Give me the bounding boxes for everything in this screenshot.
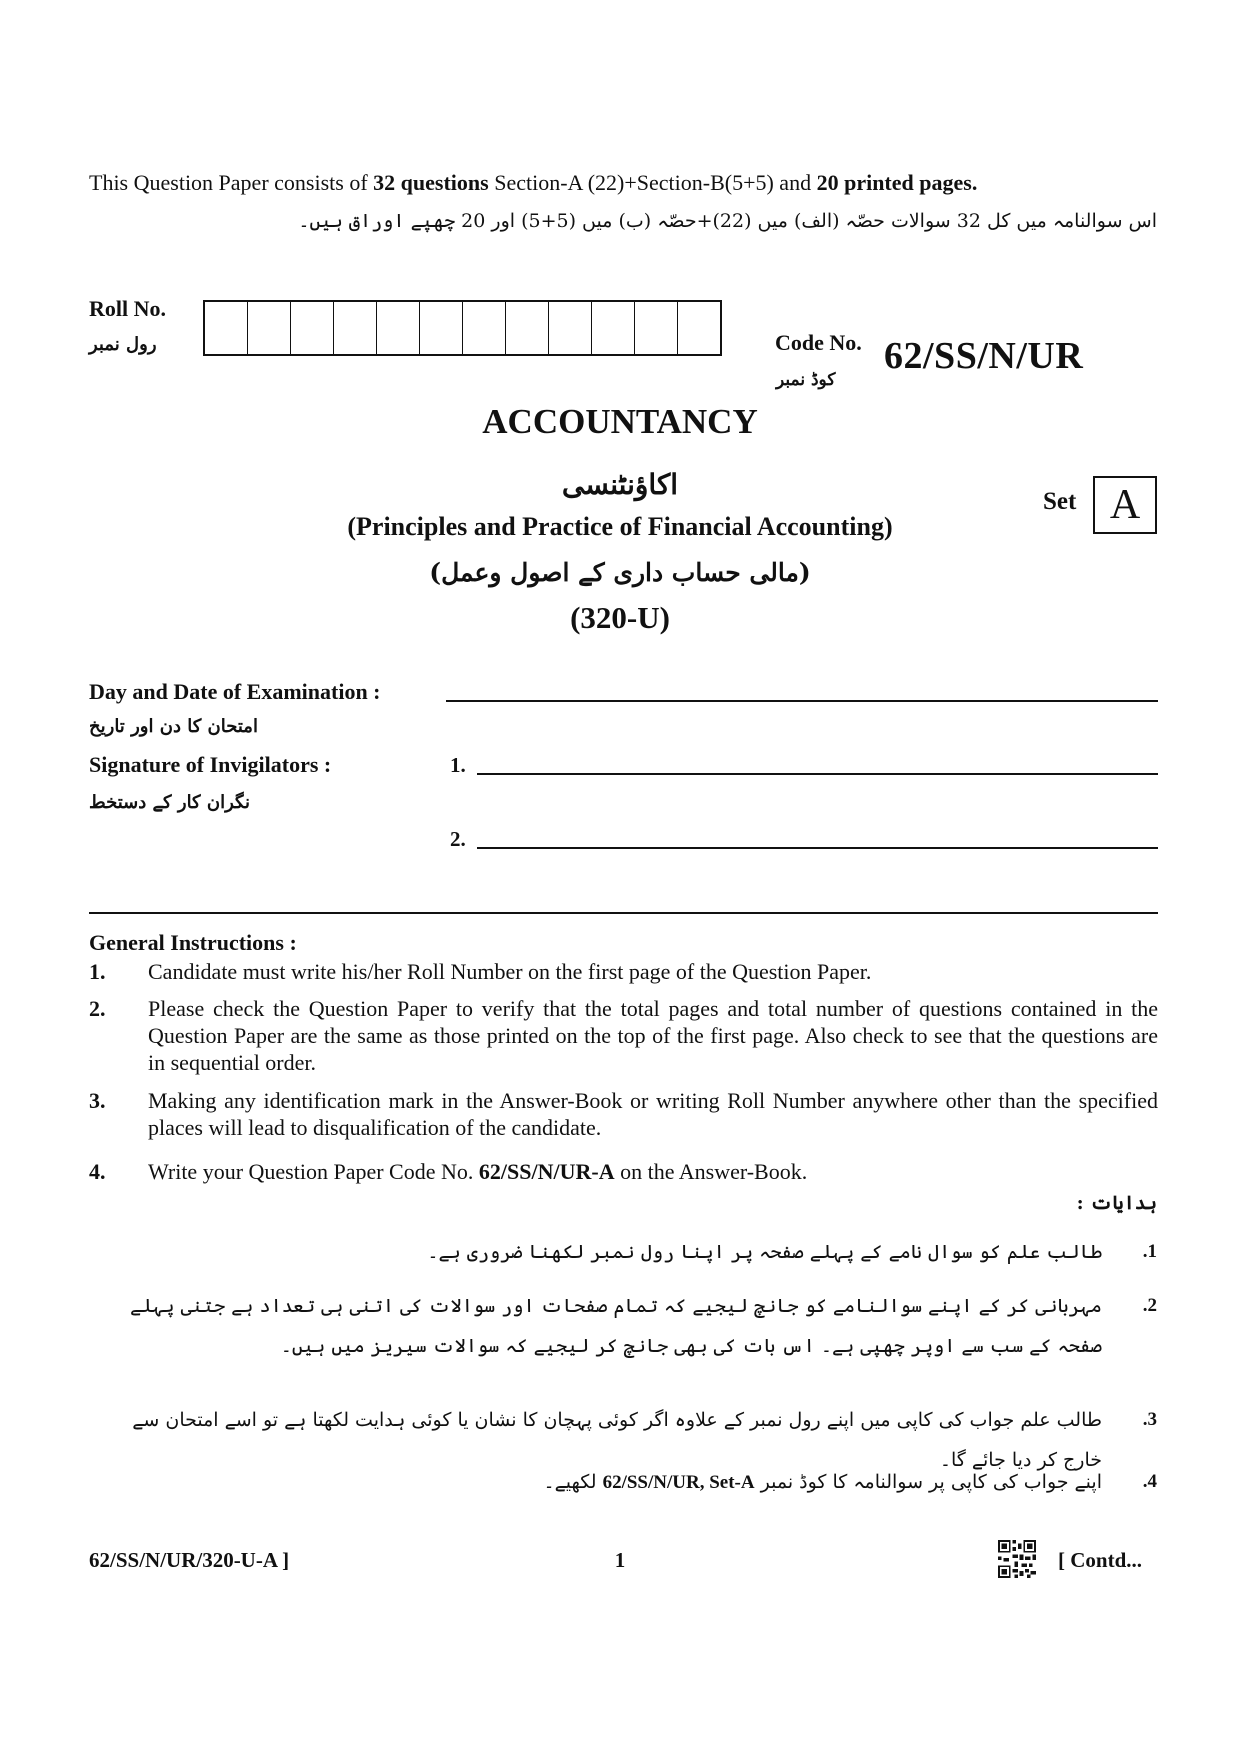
instruction-number: 2.	[89, 996, 106, 1021]
instruction-number: 4.	[89, 1159, 106, 1184]
roll-number-label: Roll No.	[89, 296, 166, 321]
instruction-text	[148, 1158, 1158, 1185]
roll-number-cell[interactable]	[506, 302, 549, 354]
general-instructions-title: General Instructions :	[89, 930, 297, 955]
subject-code: (320-U)	[570, 600, 670, 635]
instruction-item	[89, 1087, 1158, 1141]
code-number-label-urdu: کوڈ نمبر	[776, 370, 836, 390]
subject-title: ACCOUNTANCY	[482, 402, 758, 441]
roll-number-cell[interactable]	[420, 302, 463, 354]
invigilator-2-number: 2.	[450, 827, 466, 851]
roll-number-label-urdu: رول نمبر	[89, 334, 157, 355]
urdu-instruction-text-post: لکھیے۔	[543, 1471, 603, 1493]
instruction-text-post: on the Answer-Book.	[614, 1159, 808, 1184]
instruction-text: Candidate must write his/her Roll Number on the first page of the Question Paper.	[148, 959, 872, 984]
urdu-instruction-text: طالب علم جواب کی کاپی میں اپنے رول نمبر کے علاوہ اگر کوئی پہچان کا نشان یا کوئی ہدایت لکھتا ہے تو اسے امتحان سے خارج کر دیا جائے گا۔	[132, 1409, 1102, 1471]
urdu-instruction-item	[88, 1462, 1157, 1503]
invigilators-label: Signature of Invigilators :	[89, 752, 332, 777]
instruction-item	[89, 1158, 1158, 1185]
instruction-text: Making any identification mark in the Answer-Book or writing Roll Number anywhere other than the specified places will lead to disqualification of the candidate.	[148, 1088, 1158, 1140]
instruction-item	[89, 958, 1158, 985]
invigilator-1-signature-line[interactable]	[477, 773, 1158, 775]
instruction-number: 3.	[89, 1088, 106, 1113]
urdu-instruction-item	[88, 1286, 1157, 1366]
roll-number-cell[interactable]	[377, 302, 420, 354]
instruction-number: 1.	[89, 959, 106, 984]
roll-number-cell[interactable]	[248, 302, 291, 354]
urdu-instruction-number: .4	[1142, 1471, 1157, 1492]
instruction-item	[89, 995, 1158, 1076]
subject-title-urdu: اکاؤنٹنسی	[561, 468, 679, 501]
exam-date-label: Day and Date of Examination :	[89, 679, 381, 704]
roll-number-cell[interactable]	[205, 302, 248, 354]
urdu-instruction-text	[88, 1462, 1102, 1503]
page-number: 1	[614, 1548, 626, 1572]
summary-questions: 32 questions	[373, 170, 489, 195]
set-label: Set	[1043, 488, 1077, 515]
paper-code-bold: 62/SS/N/UR-A	[478, 1159, 615, 1184]
footer-paper-code: 62/SS/N/UR/320-U-A ]	[89, 1548, 290, 1572]
subject-subtitle-urdu: (مالی حساب داری کے اصول وعمل)	[429, 558, 811, 587]
roll-number-cell[interactable]	[291, 302, 334, 354]
urdu-instruction-number: .3	[1142, 1409, 1157, 1430]
roll-number-cell[interactable]	[635, 302, 678, 354]
paper-summary-urdu: اس سوالنامہ میں کل 32 سوالات حصّہ (الف) میں (22)+حصّہ (ب) میں (5+5) اور 20 چھپے اوراق ہیں۔	[298, 210, 1157, 232]
urdu-paper-code-bold: 62/SS/N/UR, Set-A	[602, 1472, 755, 1493]
continued-label: [ Contd...	[1058, 1548, 1143, 1572]
subject-subtitle: (Principles and Practice of Financial Accounting)	[347, 512, 893, 541]
urdu-instruction-number: .2	[1142, 1295, 1157, 1316]
urdu-instruction-text: مہربانی کر کے اپنے سوالنامے کو جانچ لیجیے کہ تمام صفحات اور سوالات کی اتنی ہی تعداد ہے جتنی پہلے صفحہ کے سب سے اوپر چھپی ہے۔ اس بات کی بھی جانچ کر لیجیے کہ سوالات سیریز میں ہیں۔	[130, 1295, 1102, 1357]
code-number-label: Code No.	[775, 330, 862, 355]
roll-number-boxes[interactable]	[203, 300, 722, 356]
invigilator-2-signature-line[interactable]	[477, 847, 1158, 849]
set-value-box: A	[1093, 476, 1157, 534]
summary-text-2: Section-A (22)+Section-B(5+5) and	[488, 170, 817, 195]
paper-summary	[89, 170, 977, 196]
urdu-instruction-text: طالب علم کو سوال نامے کے پہلے صفحہ پر اپنا رول نمبر لکھنا ضروری ہے۔	[427, 1241, 1102, 1263]
roll-number-cell[interactable]	[334, 302, 377, 354]
invigilators-label-urdu: نگران کار کے دستخط	[89, 792, 250, 813]
roll-number-cell[interactable]	[678, 302, 720, 354]
roll-number-cell[interactable]	[592, 302, 635, 354]
instruction-text: Please check the Question Paper to verify that the total pages and total number of questions contained in the Question Paper are the same as those printed on the top of the first page. Also check to see that the questions are in sequential order.	[148, 996, 1158, 1075]
qr-code-icon	[998, 1540, 1036, 1578]
summary-text-1: This Question Paper consists of	[89, 170, 374, 195]
urdu-instruction-number: .1	[1142, 1241, 1157, 1262]
section-divider	[89, 912, 1158, 914]
urdu-instructions-title: ہدایات :	[1076, 1192, 1157, 1214]
exam-date-label-urdu: امتحان کا دن اور تاریخ	[89, 716, 258, 737]
summary-pages: 20 printed pages.	[816, 170, 978, 195]
instruction-text-pre: Write your Question Paper Code No.	[148, 1159, 479, 1184]
urdu-instruction-text-pre: اپنے جواب کی کاپی پر سوالنامہ کا کوڈ نمبر	[754, 1471, 1102, 1493]
exam-date-line[interactable]	[446, 700, 1158, 702]
invigilator-1-number: 1.	[450, 753, 466, 777]
roll-number-cell[interactable]	[463, 302, 506, 354]
urdu-instruction-item	[88, 1232, 1157, 1272]
roll-number-cell[interactable]	[549, 302, 592, 354]
code-number: 62/SS/N/UR	[884, 335, 1084, 377]
